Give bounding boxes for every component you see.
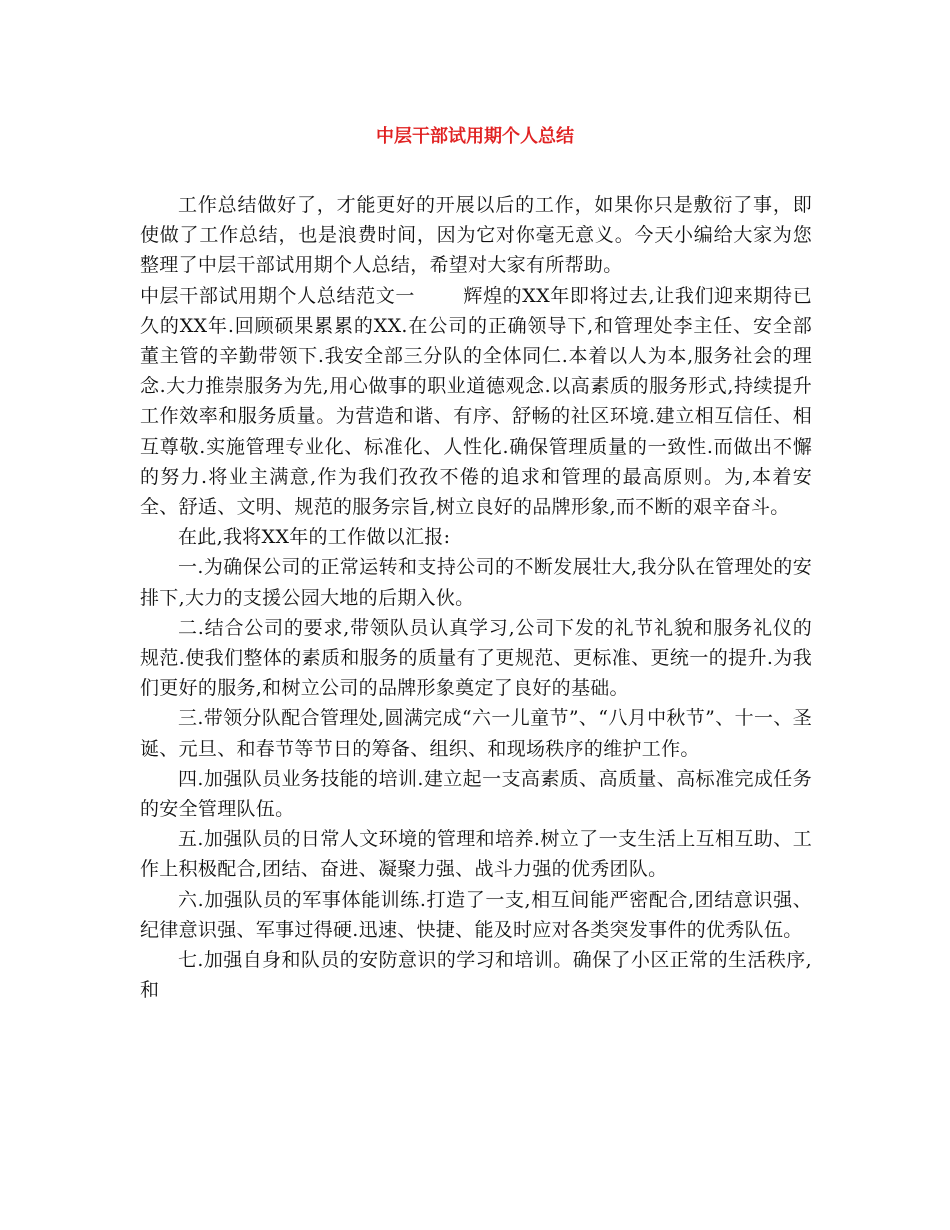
list-item: 七.加强自身和队员的安防意识的学习和培训。确保了小区正常的生活秩序,和 xyxy=(140,949,812,1002)
list-item: 二.结合公司的要求,带领队员认真学习,公司下发的礼节礼貌和服务礼仪的规范.使我们整体的素质和服务的质量有了更规范、更标准、更统一的提升.为我们更好的服务,和树立公司的品牌形象奠定了良好的基础。 xyxy=(140,616,812,700)
section-first-paragraph: 辉煌的XX年即将过去,让我们迎来期待已久的XX年.回顾硕果累累的XX.在公司的正确领导下,和管理处李主任、安全部董主管的辛勤带领下.我安全部三分队的全体同仁.本着以人为本,服务社会的理念.大力推崇服务为先,用心做事的职业道德观念.以高素质的服务形式,持续提升工作效率和服务质量。为营造和谐、有序、舒畅的社区环境.建立相互信任、相互尊敬.实施管理专业化、标准化、人性化.确保管理质量的一致性.而做出不懈的努力.将业主满意,作为我们孜孜不倦的追求和管理的最高原则。为,本着安全、舒适、文明、规范的服务宗旨,树立良好的品牌形象,而不断的艰辛奋斗。 xyxy=(140,284,812,519)
section-paragraph xyxy=(140,281,812,523)
section-heading: 中层干部试用期个人总结范文一 xyxy=(140,284,416,307)
intro-paragraph: 工作总结做好了，才能更好的开展以后的工作，如果你只是敷衍了事，即使做了工作总结，也是浪费时间，因为它对你毫无意义。今天小编给大家为您整理了中层干部试用期个人总结，希望对大家有所帮助。 xyxy=(140,194,812,277)
list-item: 六.加强队员的军事体能训练.打造了一支,相互间能严密配合,团结意识强、纪律意识强、军事过得硬.迅速、快捷、能及时应对各类突发事件的优秀队伍。 xyxy=(140,888,812,941)
document-body xyxy=(140,190,812,1005)
list-item: 三.带领分队配合管理处,圆满完成“六一儿童节”、“八月中秋节”、十一、圣诞、元旦、和春节等节日的筹备、组织、和现场秩序的维护工作。 xyxy=(140,707,812,760)
list-item: 四.加强队员业务技能的培训.建立起一支高素质、高质量、高标准完成任务的安全管理队伍。 xyxy=(140,767,812,821)
list-item: 五.加强队员的日常人文环境的管理和培养.树立了一支生活上互相互助、工作上积极配合,团结、奋进、凝聚力强、战斗力强的优秀团队。 xyxy=(140,828,812,881)
document-title: 中层干部试用期个人总结 xyxy=(376,126,574,147)
report-intro: 在此,我将XX年的工作做以汇报: xyxy=(178,526,451,549)
list-item: 一.为确保公司的正常运转和支持公司的不断发展壮大,我分队在管理处的安排下,大力的支援公园大地的后期入伙。 xyxy=(140,556,812,609)
